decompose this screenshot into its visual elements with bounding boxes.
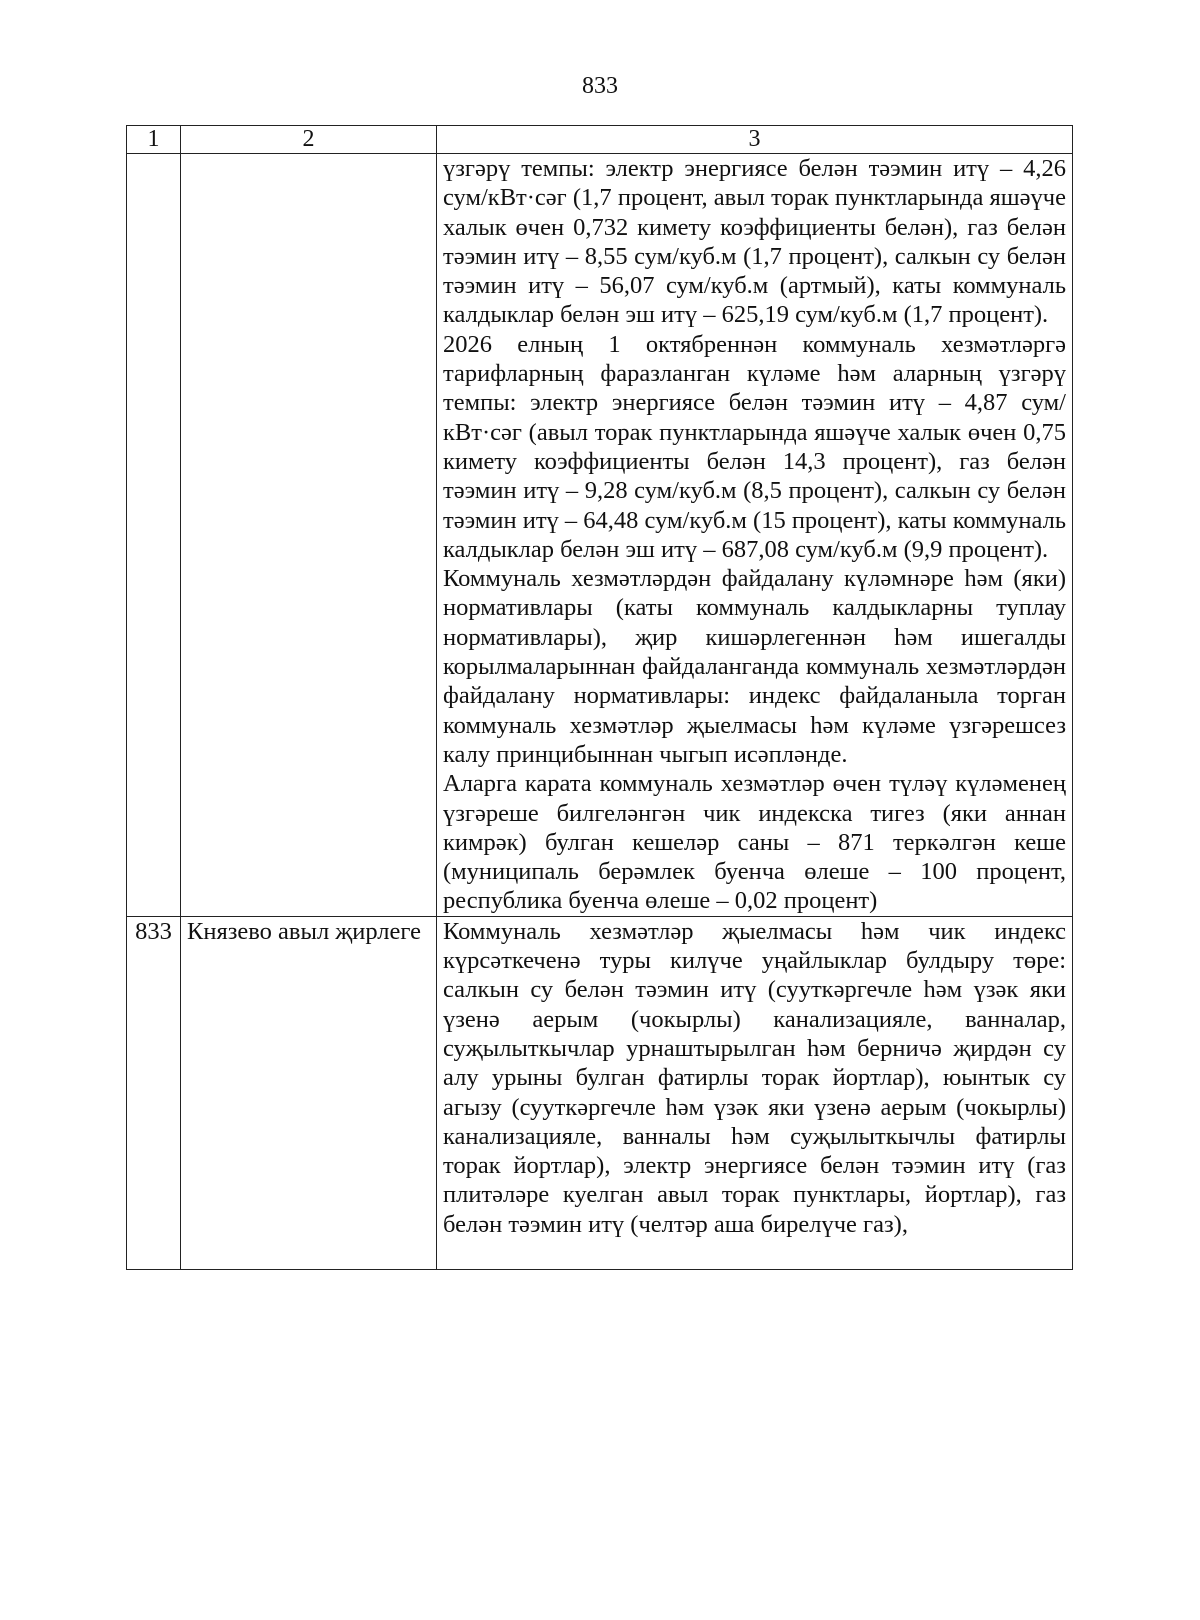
header-col-1: 1 — [127, 126, 181, 154]
settlement-name — [181, 154, 437, 917]
row-number: 833 — [127, 916, 181, 1269]
table-header-row — [127, 126, 1073, 154]
paragraph: Аларга карата коммуналь хезмәтләр өчен түләү күләменең үзгәреше билгеләнгән чик индекска тигез (яки аннан кимрәк) булган кешеләр саны – 871 теркәлгән кеше (муниципаль берәмлек буенча өлеше – 100 процент, республика буенча өлеше – 0,02 процент) — [443, 770, 1066, 915]
page-number: 833 — [582, 73, 618, 99]
table-row — [127, 916, 1073, 1269]
paragraph: үзгәрү темпы: электр энергиясе белән тәэмин итү – 4,26 сум/кВт·сәг (1,7 процент, авыл торак пунктларында яшәүче халык өчен 0,732 кимету коэффициенты белән), газ белән тәэмин итү – 8,55 сум/куб.м (1,7 процент), салкын су белән тәэмин итү – 56,07 сум/куб.м (артмый), каты коммуналь калдыклар белән эш итү – 625,19 сум/куб.м (1,7 процент). — [443, 155, 1066, 329]
header-col-2: 2 — [181, 126, 437, 154]
table-row — [127, 154, 1073, 917]
paragraph: Коммуналь хезмәтләрдән файдалану күләмнәре һәм (яки) нормативлары (каты коммуналь калдыкларны туплау нормативлары), җир кишәрлегеннән һәм ишегалды корылмаларыннан файдаланганда коммуналь хезмәтләрдән файдалану нормативлары: индекс файдаланыла торган коммуналь хезмәтләр җыелмасы һәм күләме үзгәрешсез калу принцибыннан чыгып исәпләнде. — [443, 565, 1066, 768]
row-number — [127, 154, 181, 917]
description-cell — [437, 154, 1073, 917]
tariff-table — [126, 125, 1073, 1270]
paragraph: Коммуналь хезмәтләр җыелмасы һәм чик индекс күрсәткеченә туры килүче уңайлыклар булдыру төре: салкын су белән тәэмин итү (сууткәргечле һәм үзәк яки үзенә аерым (чокырлы) канализацияле, ванналар, суҗылыткычлар урнаштырылган һәм берничә җирдән су алу урыны булган фатирлы торак йортлар), юынтык су агызу (сууткәргечле һәм үзәк яки үзенә аерым (чокырлы) канализацияле, ванналы һәм суҗылыткычлы фатирлы торак йортлар), электр энергиясе белән тәэмин итү (газ плитәләре куелган авыл торак пунктлары, йортлар), газ белән тәэмин итү (челтәр аша бирелүче газ), — [443, 917, 1066, 1238]
header-col-3: 3 — [437, 126, 1073, 154]
paragraph: 2026 елның 1 октябреннән коммуналь хезмәтләргә тарифларның фаразланган күләме һәм аларның үзгәрү темпы: электр энергиясе белән тәэмин итү – 4,87 сум/кВт·сәг (авыл торак пунктларында яшәүче халык өчен 0,75 кимету коэффициенты белән 14,3 процент), газ белән тәэмин итү – 9,28 сум/куб.м (8,5 процент), салкын су белән тәэмин итү – 64,48 сум/куб.м (15 процент), каты коммуналь калдыклар белән эш итү – 687,08 сум/куб.м (9,9 процент). — [443, 330, 1067, 563]
settlement-name: Князево авыл җирлеге — [181, 916, 437, 1269]
description-cell — [437, 916, 1073, 1269]
